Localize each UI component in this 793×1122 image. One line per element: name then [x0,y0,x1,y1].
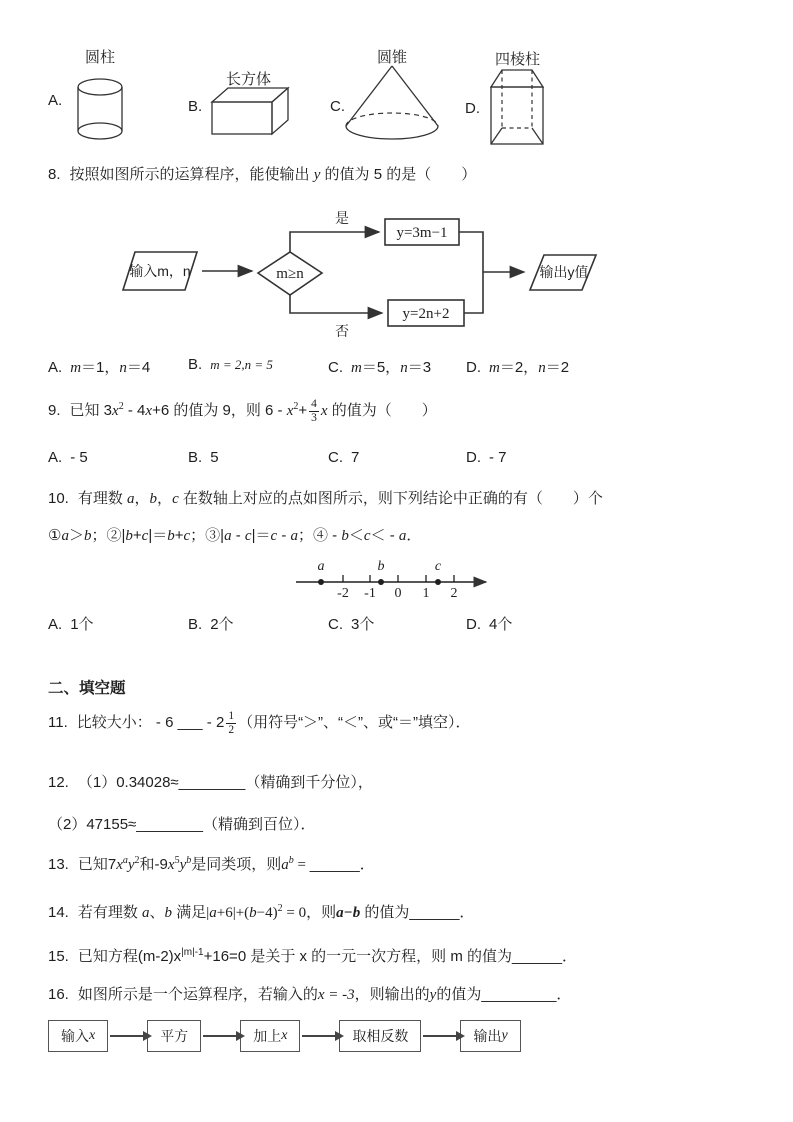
shape-b-letter: B. [188,98,203,115]
q10-option-c: C. 3个 [328,616,375,633]
q9-option-b: B. 5 [188,449,219,466]
shape-a-caption: 圆柱 [85,49,116,66]
tick-label: 0 [394,586,402,600]
q8-option-b: B. m = 2,n = 5 [188,356,273,373]
q8-flow-yes-label: 是 [335,210,349,226]
q9-option-d: D. - 7 [466,449,507,466]
shape-c-caption: 圆锥 [377,49,408,66]
cone-figure [342,64,442,142]
q11-number: 11. [48,714,68,732]
question-14 [48,901,474,922]
flow-arrow-icon [110,1035,144,1037]
q8-options [0,356,793,376]
q16-flowchart-figure [48,1020,521,1052]
tick-label: 2 [450,586,458,600]
question-16 [48,983,571,1004]
question-12-line1 [48,771,373,792]
q10-text: 有理数 a，b，c 在数轴上对应的点如图所示，则下列结论中正确的有（ ）个 [77,490,603,507]
q10-statements: ①a＞b；②|b+c|＝b+c；③|a - c|＝c - a；④ - b＜c＜ - a． [48,527,422,544]
q8-option-d: D. m＝2，n＝2 [466,359,570,376]
q16-text: 如图所示是一个运算程序，若输入的x = -3，则输出的y的值为_________． [77,986,572,1003]
question-8 [48,163,476,184]
q10-numberline-figure [288,552,503,600]
point-a-label: a [317,559,325,574]
q16-flow-step-square: 平方 [147,1020,201,1052]
shape-b-caption: 长方体 [226,71,272,88]
q8-flow-output: 输出y值 [539,264,589,280]
q14-number: 14. [48,904,69,921]
prism-figure [488,66,546,148]
q9-number: 9. [48,402,61,420]
point-b-label: b [377,559,385,574]
shape-d-caption: 四棱柱 [495,51,541,68]
q8-flow-yes-formula: y=3m−1 [396,225,448,241]
tick-label: -2 [337,586,349,600]
tick-label: 1 [422,586,430,600]
question-10 [48,487,603,508]
q9-option-a: A. - 5 [48,449,88,466]
q8-option-a: A. m＝1，n＝4 [48,359,151,376]
question-13 [48,853,375,874]
q12-number: 12. [48,774,69,791]
q8-flow-input: 输入m，n [129,263,191,279]
q13-text: 已知$7x^ay^2$和$-9x^5y^b$是同类项，则$a^b$ = ______． [77,855,375,873]
question-11 [48,710,471,737]
question-9 [48,398,437,425]
q10-option-d: D. 4个 [466,616,513,633]
cylinder-figure [76,78,124,140]
q8-flow-no-label: 否 [335,323,349,339]
q9-options [0,449,793,469]
q16-number: 16. [48,986,69,1003]
q16-flow-step-output: 输出 y [460,1020,520,1052]
shape-a-letter: A. [48,92,63,109]
flow-arrow-icon [302,1035,336,1037]
q13-number: 13. [48,856,69,873]
q9-option-c: C. 7 [328,449,360,466]
q12-part1: （1）0.34028≈________（精确到千分位）， [77,774,373,791]
tick-label: -1 [364,586,376,600]
q12-part2: （2）47155≈________（精确到百位）． [48,816,316,833]
q10-option-b: B. 2个 [188,616,234,633]
q8-flow-no-formula: y=2n+2 [402,306,450,322]
question-12-line2 [48,813,316,834]
q15-number: 15. [48,948,69,965]
q10-number: 10. [48,490,69,507]
q15-text: 已知方程$(m-2)x^{|m|-1}+16=0$ 是关于 x 的一元一次方程，则 m 的值为______． [77,947,578,965]
q8-flowchart-figure [120,205,610,345]
point-c-label: c [434,559,442,574]
q10-options [0,613,793,633]
q11-text: 比较大小： - 6 ___ - 2 $\frac{1}{2}$ （用符号“＞”、“＜”、或“＝”填空）． [76,710,471,737]
section-2-title: 二、填空题 [48,680,126,697]
q8-option-c: C. m＝5，n＝3 [328,359,432,376]
q8-number: 8. [48,166,61,183]
shape-d-letter: D. [465,100,480,117]
q14-text: 若有理数 a、b 满足$|a+6|+(b-4)^2 = 0$，则a−b 的值为______． [77,903,475,921]
q10-option-a: A. 1个 [48,616,94,633]
flow-arrow-icon [423,1035,457,1037]
q16-flow-step-input: 输入 x [48,1020,108,1052]
question-15 [48,945,577,966]
q9-text: 已知 $3x^2 - 4x+6$ 的值为 9，则 $6 - x^2+$ $\frac{4}{3}$ x 的值为（ ） [69,398,437,425]
q16-flow-step-add: 加上 x [240,1020,300,1052]
shape-c-letter: C. [330,98,345,115]
cuboid-figure [210,86,290,136]
q8-text: 按照如图所示的运算程序，能使输出 y 的值为 5 的是（ ） [69,166,477,183]
q8-flow-condition: m≥n [276,266,304,282]
flow-arrow-icon [203,1035,237,1037]
q16-flow-step-negate: 取相反数 [339,1020,421,1052]
